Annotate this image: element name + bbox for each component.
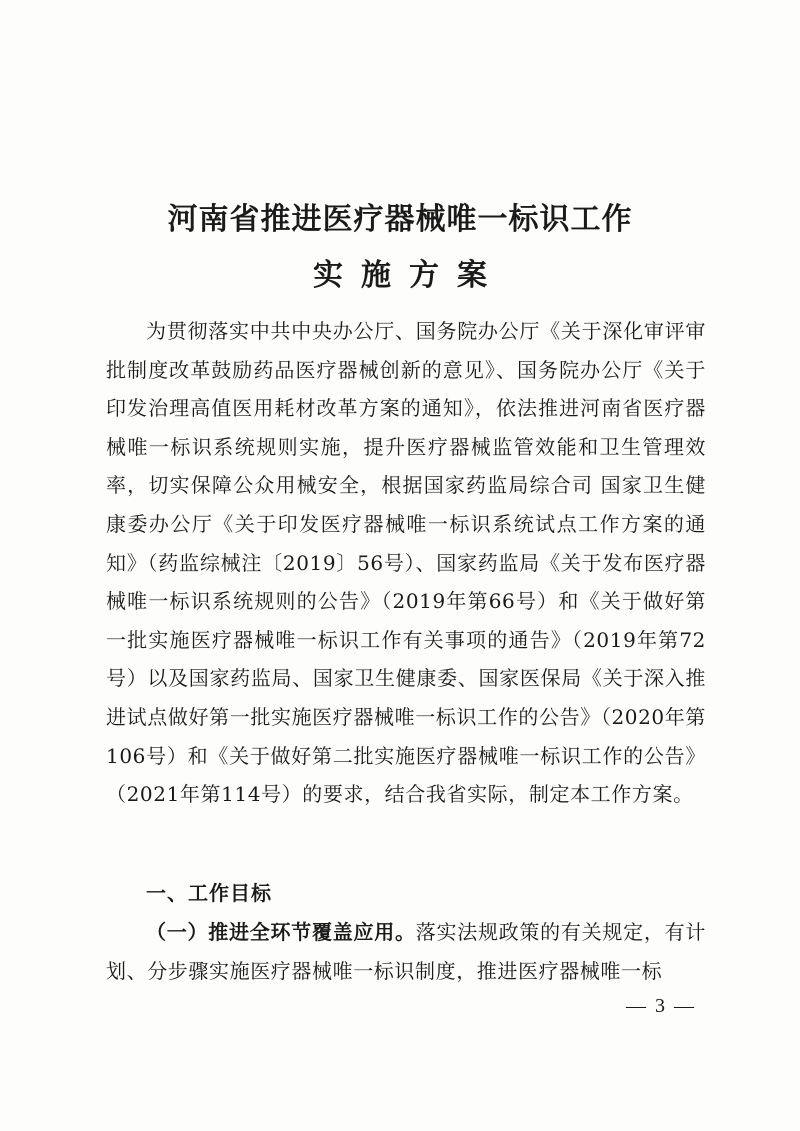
section-heading-goals: 一、工作目标: [146, 881, 272, 905]
subsection-text: 落实法规政策的有关规定，有计划、分步骤实施医疗器械唯一标识制度，推进医疗器械唯一标: [106, 920, 706, 983]
document-subtitle: 实施方案: [313, 258, 505, 293]
subsection-paragraph: [106, 913, 706, 990]
intro-paragraph: 为贯彻落实中共中央办公厅、国务院办公厅《关于深化审评审批制度改革鼓励药品医疗器械创新的意见》、国务院办公厅《关于印发治理高值医用耗材改革方案的通知》，依法推进河南省医疗器械唯一标识系统规则实施，提升医疗器械监管效能和卫生管理效率，切实保障公众用械安全，根据国家药监局综合司 国家卫生健康委办公厅《关于印发医疗器械唯一标识系统试点工作方案的通知》（药监综械注〔2019〕56号）、国家药监局《关于发布医疗器械唯一标识系统规则的公告》（2019年第66号）和《关于做好第一批实施医疗器械唯一标识工作有关事项的通告》（2019年第72号）以及国家药监局、国家卫生健康委、国家医保局《关于深入推进试点做好第一批实施医疗器械唯一标识工作的公告》（2020年第106号）和《关于做好第二批实施医疗器械唯一标识工作的公告》（2021年第114号）的要求，结合我省实际，制定本工作方案。: [106, 319, 706, 807]
page-number: — 3 —: [626, 995, 696, 1017]
document-title: 河南省推进医疗器械唯一标识工作: [167, 202, 633, 237]
subsection-lead: （一）推进全环节覆盖应用。: [146, 920, 416, 944]
